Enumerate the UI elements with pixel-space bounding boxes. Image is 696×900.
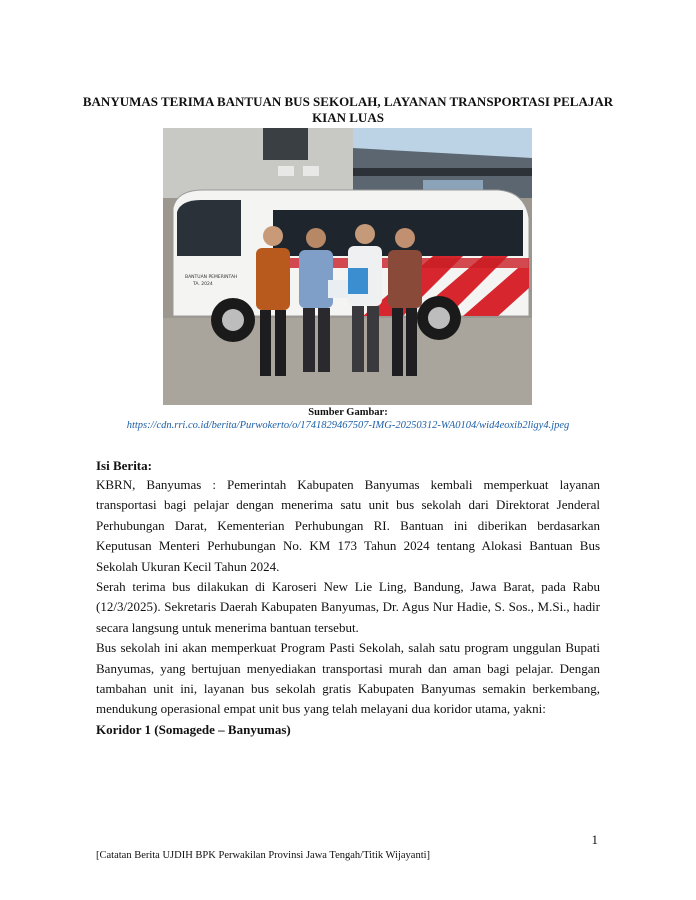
page-footer: [Catatan Berita UJDIH BPK Perwakilan Provinsi Jawa Tengah/Titik Wijayanti] <box>96 850 431 861</box>
document-title: BANYUMAS TERIMA BANTUAN BUS SEKOLAH, LAYANAN TRANSPORTASI PELAJAR KIAN LUAS <box>82 94 614 125</box>
news-photo <box>163 128 532 405</box>
paragraph: Bus sekolah ini akan memperkuat Program Pasti Sekolah, salah satu program unggulan Bupati Banyumas, yang bertujuan menyediakan transportasi murah dan aman bagi pelajar. Dengan tambahan unit ini, layanan bus sekolah gratis Kabupaten Banyumas semakin berkembang, mendukung operasional empat unit bus yang telah melayani dua koridor utama, yakni: <box>96 640 600 717</box>
koridor-heading: Koridor 1 (Somagede – Banyumas) <box>96 721 291 737</box>
bus-handover-photo <box>163 128 532 405</box>
article-body <box>96 475 600 740</box>
section-heading: Isi Berita: <box>96 458 152 473</box>
paragraph: KBRN, Banyumas : Pemerintah Kabupaten Banyumas kembali memperkuat layanan transportasi bagi pelajar dengan menerima satu unit bus sekolah dari Direktorat Jenderal Perhubungan Darat, Kementerian Perhubungan RI. Bantuan ini diberikan berdasarkan Keputusan Menteri Perhubungan No. KM 173 Tahun 2024 tentang Alokasi Bantuan Bus Sekolah Ukuran Kecil Tahun 2024. <box>96 477 600 574</box>
caption-label: Sumber Gambar: <box>308 407 388 418</box>
bus-side-label: BANTUAN PEMERINTAH <box>185 275 238 280</box>
page-number: 1 <box>591 832 598 847</box>
caption-url[interactable]: https://cdn.rri.co.id/berita/Purwokerto/o/1741829467507-IMG-20250312-WA0104/wid4eoxib2ligy4.jpeg <box>126 420 570 431</box>
bus-side-year: TA. 2024 <box>193 282 213 287</box>
caption-label-text: Sumber Gambar <box>308 407 385 418</box>
paragraph: Serah terima bus dilakukan di Karoseri New Lie Ling, Bandung, Jawa Barat, pada Rabu (12/3/2025). Sekretaris Daerah Kabupaten Banyumas, Dr. Agus Nur Hadie, S. Sos., M.Si., hadir secara langsung untuk menerima bantuan tersebut. <box>96 579 600 635</box>
